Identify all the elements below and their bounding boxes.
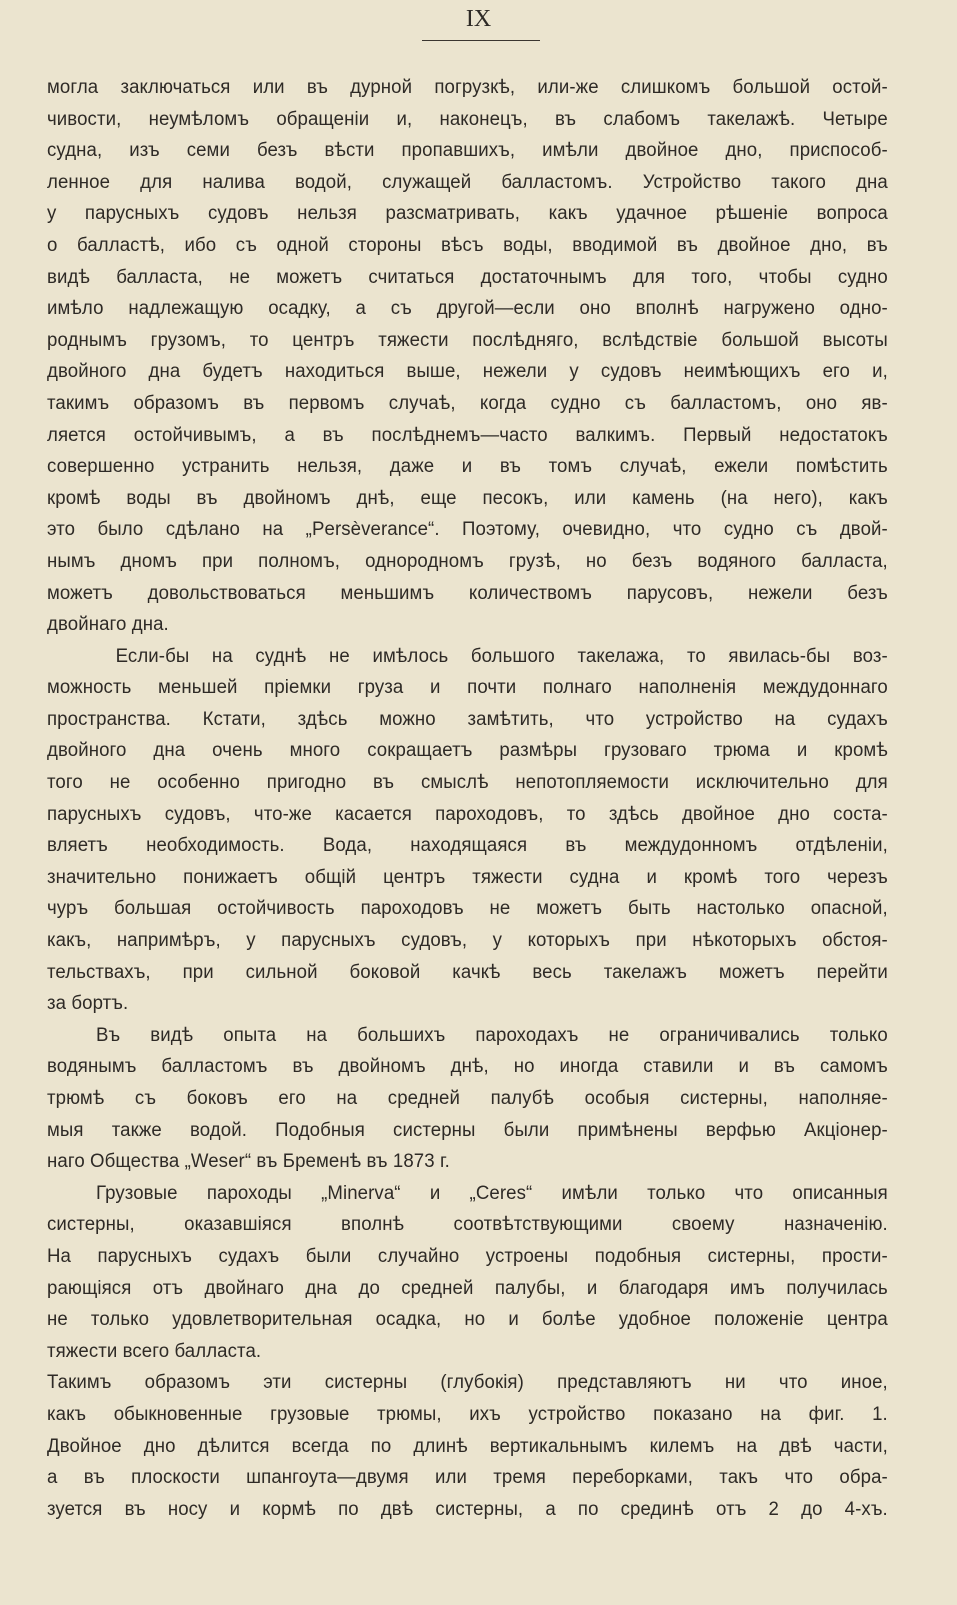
text-line: двойнаго дна. — [47, 614, 169, 636]
text-line: роднымъ грузомъ, то центръ тяжести послѣдняго, вслѣдствiе большой высоты — [47, 329, 888, 351]
text-line: судна, изъ семи безъ вѣсти пропавшихъ, имѣли двойное дно, приспособ- — [47, 140, 888, 162]
text-line: не только удовлетворительная осадка, но и болѣе удобное положенiе центра — [47, 1309, 888, 1331]
text-line: это было сдѣлано на „Persèverance“. Поэтому, очевидно, что судно съ двой- — [47, 519, 888, 541]
text-line: видѣ балласта, не можетъ считаться достаточнымъ для того, чтобы судно — [47, 266, 888, 288]
text-line: за бортъ. — [47, 993, 129, 1015]
text-line: того не особенно пригодно въ смыслѣ непотопляемости исключительно для — [47, 772, 888, 794]
text-line: ленное для налива водой, служащей балластомъ. Устройство такого дна — [47, 171, 888, 193]
text-line: чуръ большая остойчивость пароходовъ не можетъ быть настолько опасной, — [47, 898, 888, 920]
text-line: двойного дна будетъ находиться выше, нежели у судовъ неимѣющихъ его и, — [47, 361, 888, 383]
text-line: кромѣ воды въ двойномъ днѣ, еще песокъ, или камень (на него), какъ — [47, 487, 888, 509]
text-line: водянымъ балластомъ въ двойномъ днѣ, но иногда ставили и въ самомъ — [47, 1056, 888, 1078]
text-line: у парусныхъ судовъ нельзя разсматривать, какъ удачное рѣшенiе вопроса — [47, 203, 888, 225]
text-line: какъ обыкновенные грузовые трюмы, ихъ устройство показано на фиг. 1. — [47, 1403, 888, 1425]
text-line: Двойное дно дѣлится всегда по длинѣ вертикальнымъ килемъ на двѣ части, — [47, 1435, 888, 1457]
text-line: На парусныхъ судахъ были случайно устроены подобныя систерны, прости- — [47, 1245, 888, 1267]
text-line: систерны, оказавшiяся вполнѣ соотвѣтствующими своему назначенiю. — [47, 1214, 888, 1236]
text-line: имѣло надлежащую осадку, а съ другой—если оно вполнѣ нагружено одно- — [47, 298, 888, 320]
text-line: трюмѣ съ боковъ его на средней палубѣ особыя систерны, наполняе- — [47, 1088, 888, 1109]
text-line: тяжести всего балласта. — [47, 1340, 262, 1362]
text-line: можность меньшей прiемки груза и почти полнаго наполненiя междудоннаго — [47, 677, 888, 699]
text-line: вляетъ необходимость. Вода, находящаяся въ междудонномъ отдѣленiи, — [47, 835, 888, 857]
page-number: IX — [465, 6, 492, 32]
text-line: ляется остойчивымъ, а въ послѣднемъ—часто валкимъ. Первый недостатокъ — [47, 424, 888, 446]
text-line: Если-бы на суднѣ не имѣлось большого такелажа, то явилась-бы воз- — [115, 645, 888, 667]
text-line: чивости, неумѣломъ обращенiи и, наконецъ, въ слабомъ такелажѣ. Четыре — [47, 108, 888, 130]
text-line: значительно понижаетъ общiй центръ тяжести судна и кромѣ того черезъ — [47, 866, 888, 888]
text-line: двойного дна очень много сокращаетъ размѣры грузоваго трюма и кромѣ — [47, 740, 888, 762]
text-line: мыя также водой. Подобныя систерны были примѣнены верфью Акцiонер- — [47, 1119, 888, 1141]
text-line: Грузовые пароходы „Minerva“ и „Ceres“ имѣли только что описанныя — [96, 1182, 888, 1204]
text-line: наго Общества „Weser“ въ Бременѣ въ 1873 г. — [47, 1151, 450, 1173]
text-line: а въ плоскости шпангоута—двумя или тремя переборками, такъ что обра- — [47, 1467, 888, 1489]
text-line: какъ, напримѣръ, у парусныхъ судовъ, у которыхъ при нѣкоторыхъ обстоя- — [47, 930, 888, 952]
text-line: Въ видѣ опыта на большихъ пароходахъ не ограничивались только — [96, 1024, 888, 1046]
header-rule — [422, 40, 540, 41]
text-line: совершенно устранить нельзя, даже и въ томъ случаѣ, ежели помѣстить — [47, 456, 888, 478]
text-line: о балластѣ, ибо съ одной стороны вѣсъ воды, вводимой въ двойное дно, въ — [47, 234, 888, 256]
text-line: можетъ довольствоваться меньшимъ количествомъ парусовъ, нежели безъ — [47, 582, 888, 604]
text-line: тельствахъ, при сильной боковой качкѣ весь такелажъ можетъ перейти — [47, 961, 888, 983]
body-text — [47, 72, 905, 1525]
text-line: парусныхъ судовъ, что-же касается пароходовъ, то здѣсь двойное дно соста- — [47, 803, 888, 825]
text-line: зуется въ носу и кормѣ по двѣ систерны, а по срединѣ отъ 2 до 4-хъ. — [47, 1498, 888, 1520]
text-line: пространства. Кстати, здѣсь можно замѣтить, что устройство на судахъ — [47, 708, 888, 730]
text-line: такимъ образомъ въ первомъ случаѣ, когда судно съ балластомъ, оно яв- — [47, 392, 888, 414]
text-line: рающiяся отъ двойнаго дна до средней палубы, и благодаря имъ получилась — [47, 1277, 888, 1299]
text-line: нымъ дномъ при полномъ, однородномъ грузѣ, но безъ водяного балласта, — [47, 550, 888, 572]
text-line: могла заключаться или въ дурной погрузкѣ, или-же слишкомъ большой остой- — [47, 77, 888, 98]
text-line: Такимъ образомъ эти систерны (глубокiя) представляютъ ни что иное, — [47, 1372, 888, 1394]
